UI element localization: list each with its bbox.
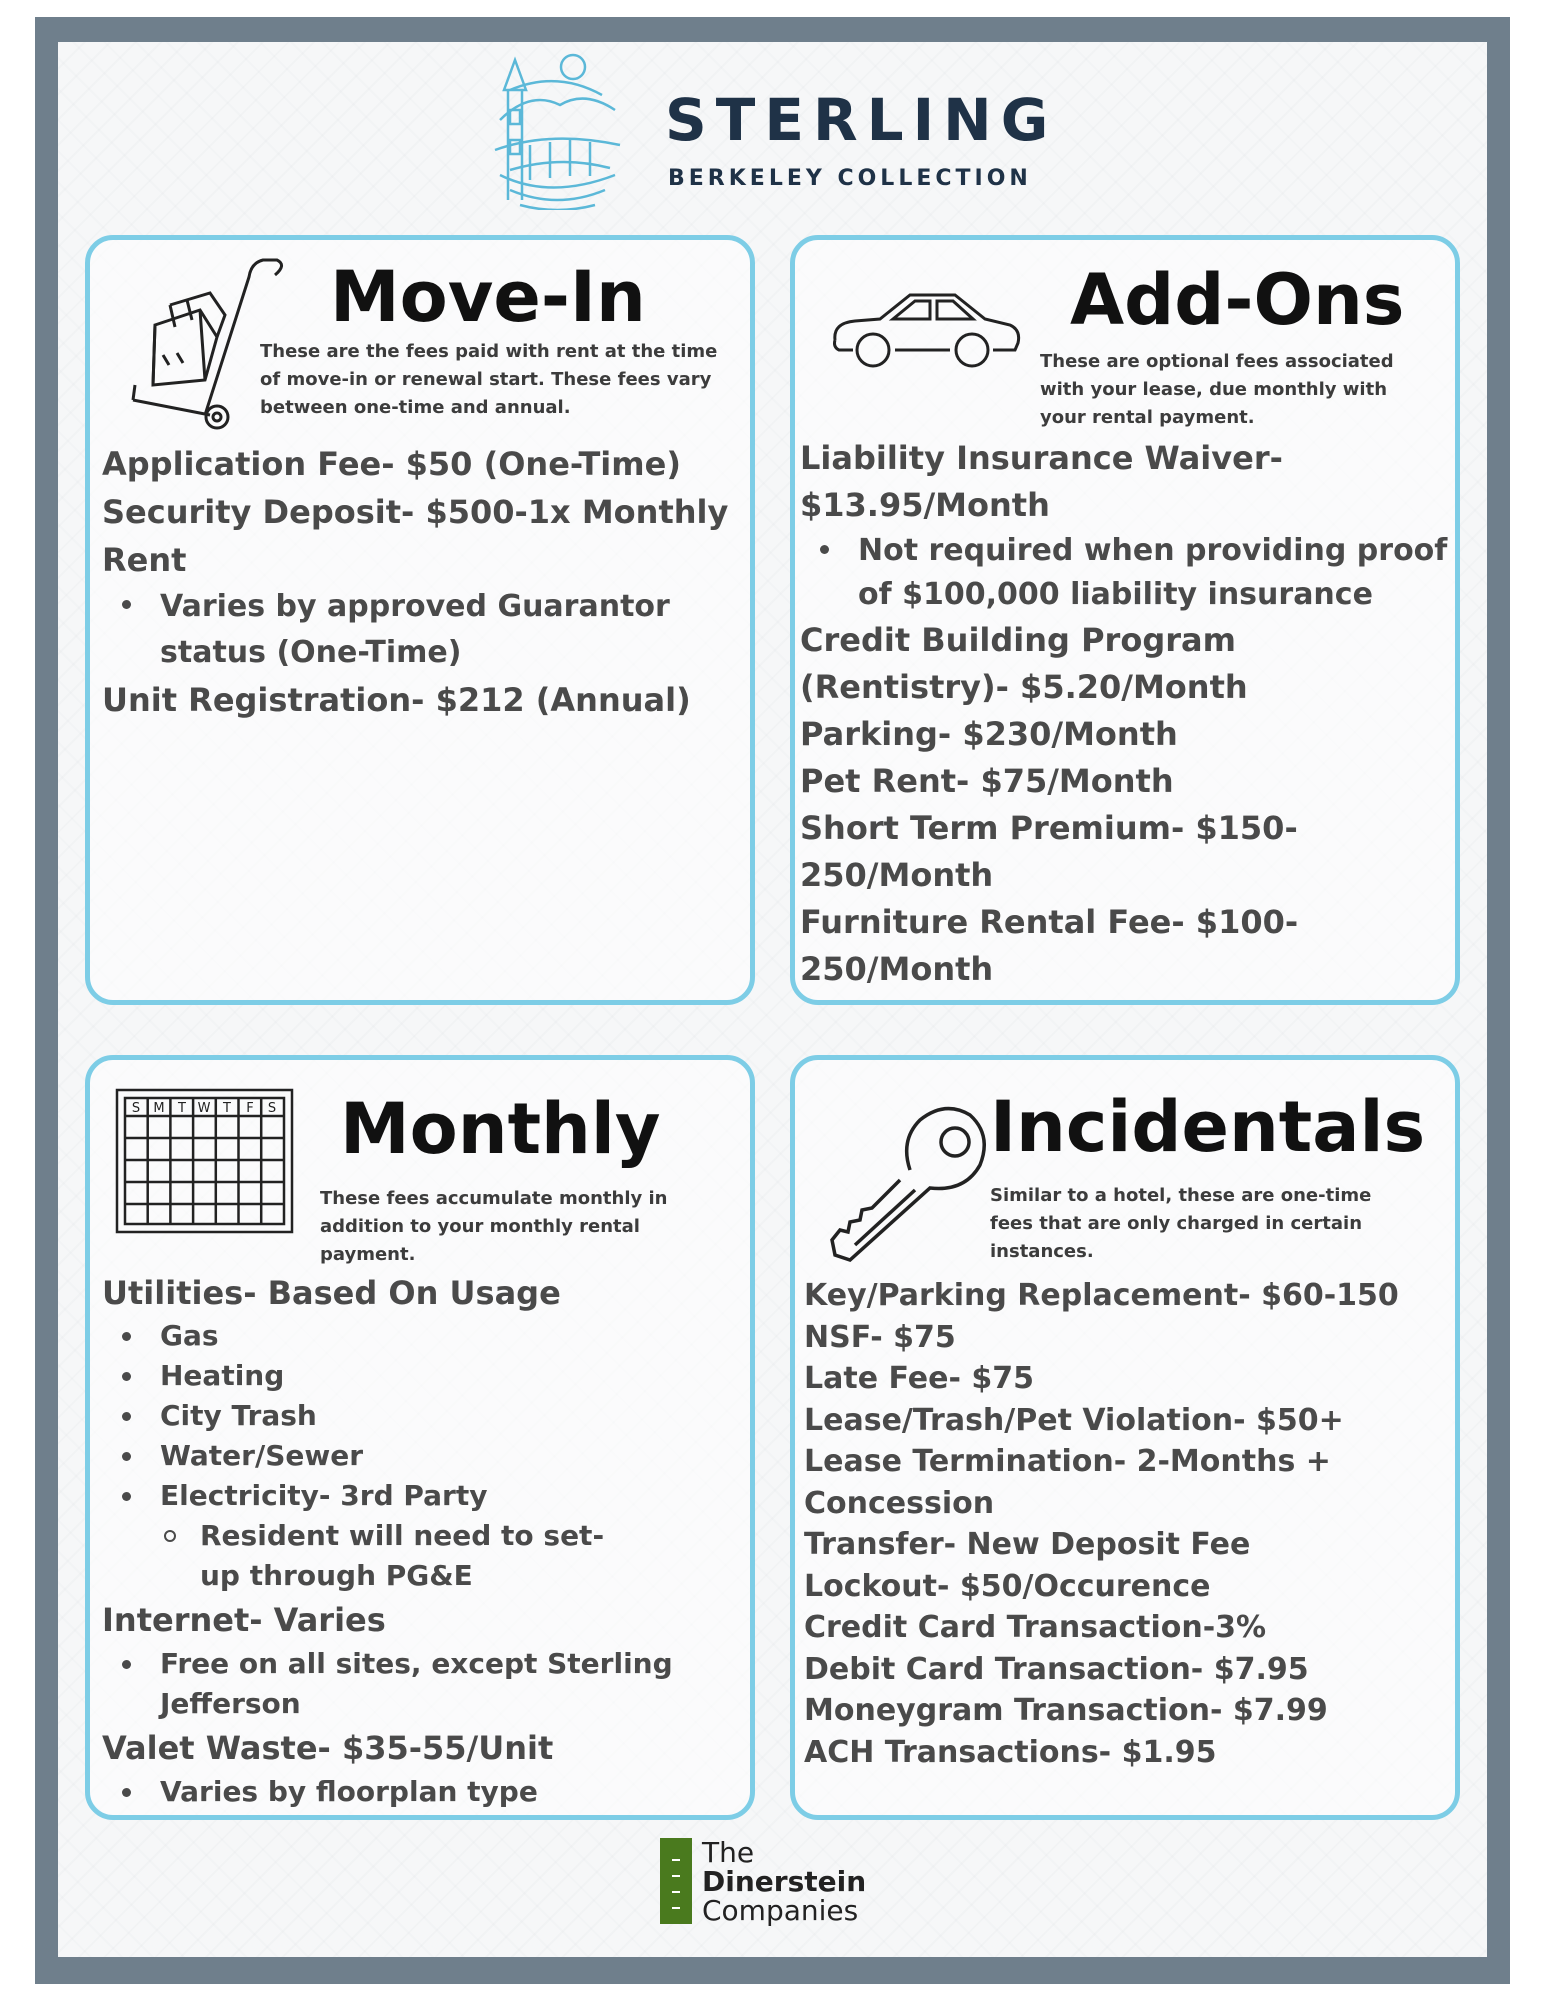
- addons-card: [790, 235, 1460, 1005]
- monthly-description: These fees accumulate monthly in addition to your monthly rental payment.: [320, 1188, 668, 1265]
- monthly-fee-list: [102, 1270, 742, 1812]
- calendar-day-label: S: [267, 1101, 277, 1116]
- brand-name: STERLING: [665, 86, 1058, 154]
- calendar-day-label: S: [131, 1101, 141, 1116]
- list-item: Furniture Rental Fee- $100-250/Month: [800, 903, 1299, 988]
- list-item: Liability Insurance Waiver- $13.95/Month: [800, 439, 1283, 524]
- list-item: ACH Transactions- $1.95: [804, 1734, 1217, 1770]
- list-item: Varies by approved Guarantor status (One-Time): [102, 584, 742, 676]
- list-item: Not required when providing proof of $100,000 liability insurance: [800, 529, 1450, 617]
- movein-title: Move-In: [330, 256, 646, 338]
- list-item: Free on all sites, except Sterling Jefferson: [102, 1644, 680, 1724]
- list-item: Application Fee- $50 (One-Time): [102, 445, 681, 483]
- incidentals-description: Similar to a hotel, these are one-time fees that are only charged in certain instances.: [990, 1185, 1372, 1262]
- list-item: Parking- $230/Month: [800, 715, 1178, 753]
- movein-card: [85, 235, 755, 1005]
- brand-subtitle: BERKELEY COLLECTION: [668, 166, 1032, 191]
- monthly-card: [85, 1055, 755, 1820]
- monthly-title: Monthly: [340, 1088, 661, 1170]
- list-item: Credit Building Program (Rentistry)- $5.20/Month: [800, 621, 1248, 706]
- movein-fee-list: [102, 440, 742, 724]
- list-item: Unit Registration- $212 (Annual): [102, 681, 691, 719]
- movein-description: These are the fees paid with rent at the time of move-in or renewal start. These fees vary between one-time and annual.: [260, 341, 718, 418]
- list-item: Heating: [102, 1356, 742, 1396]
- car-icon: [825, 285, 1025, 375]
- addons-description: These are optional fees associated with your lease, due monthly with your rental payment.: [1040, 351, 1394, 428]
- header: [0, 0, 1545, 220]
- footer-line-2: Dinerstein: [702, 1865, 867, 1898]
- calendar-day-label: F: [246, 1101, 254, 1116]
- list-item: Electricity- 3rd Party: [102, 1476, 742, 1516]
- list-item: Key/Parking Replacement- $60-150: [804, 1278, 1399, 1313]
- list-item: Moneygram Transaction- $7.99: [804, 1693, 1328, 1728]
- calendar-day-label: M: [153, 1101, 165, 1116]
- calendar-day-label: T: [178, 1101, 186, 1116]
- footer-line-3: Companies: [702, 1894, 859, 1927]
- dinerstein-logo: [660, 1838, 900, 1928]
- list-item: Pet Rent- $75/Month: [800, 762, 1174, 800]
- list-item: Water/Sewer: [102, 1436, 742, 1476]
- sterling-logo-icon: [490, 50, 625, 210]
- list-item: Late Fee- $75: [804, 1361, 1034, 1396]
- list-item: Lockout- $50/Occurence: [804, 1568, 1211, 1604]
- list-item: Lease/Trash/Pet Violation- $50+: [804, 1402, 1344, 1438]
- incidentals-fee-list: [804, 1275, 1424, 1773]
- list-item: Valet Waste- $35-55/Unit: [102, 1729, 554, 1767]
- list-item: Security Deposit- $500-1x Monthly Rent: [102, 493, 729, 579]
- list-item: Transfer- New Deposit Fee: [804, 1527, 1251, 1562]
- calendar-day-label: W: [197, 1101, 211, 1116]
- list-item: Lease Termination- 2-Months + Concession: [804, 1444, 1331, 1521]
- calendar-icon: [115, 1088, 295, 1236]
- calendar-day-label: T: [223, 1101, 231, 1116]
- list-item: Debit Card Transaction- $7.95: [804, 1651, 1309, 1687]
- incidentals-card: [790, 1055, 1460, 1820]
- list-item: Internet- Varies: [102, 1601, 386, 1639]
- dinerstein-logo-mark-icon: [660, 1838, 692, 1924]
- list-item: Utilities- Based On Usage: [102, 1274, 561, 1312]
- list-item: Short Term Premium- $150-250/Month: [800, 809, 1298, 894]
- list-item: Gas: [102, 1316, 742, 1356]
- list-item: City Trash: [102, 1396, 742, 1436]
- key-icon: [820, 1100, 1000, 1270]
- list-item: Resident will need to set-up through PG&E: [102, 1516, 620, 1596]
- addons-title: Add-Ons: [1070, 259, 1405, 341]
- incidentals-title: Incidentals: [990, 1086, 1426, 1168]
- footer-line-1: The: [702, 1836, 755, 1869]
- addons-fee-list: [800, 435, 1450, 993]
- list-item: NSF- $75: [804, 1319, 956, 1355]
- list-item: Credit Card Transaction-3%: [804, 1610, 1267, 1645]
- list-item: Varies by floorplan type: [102, 1772, 742, 1812]
